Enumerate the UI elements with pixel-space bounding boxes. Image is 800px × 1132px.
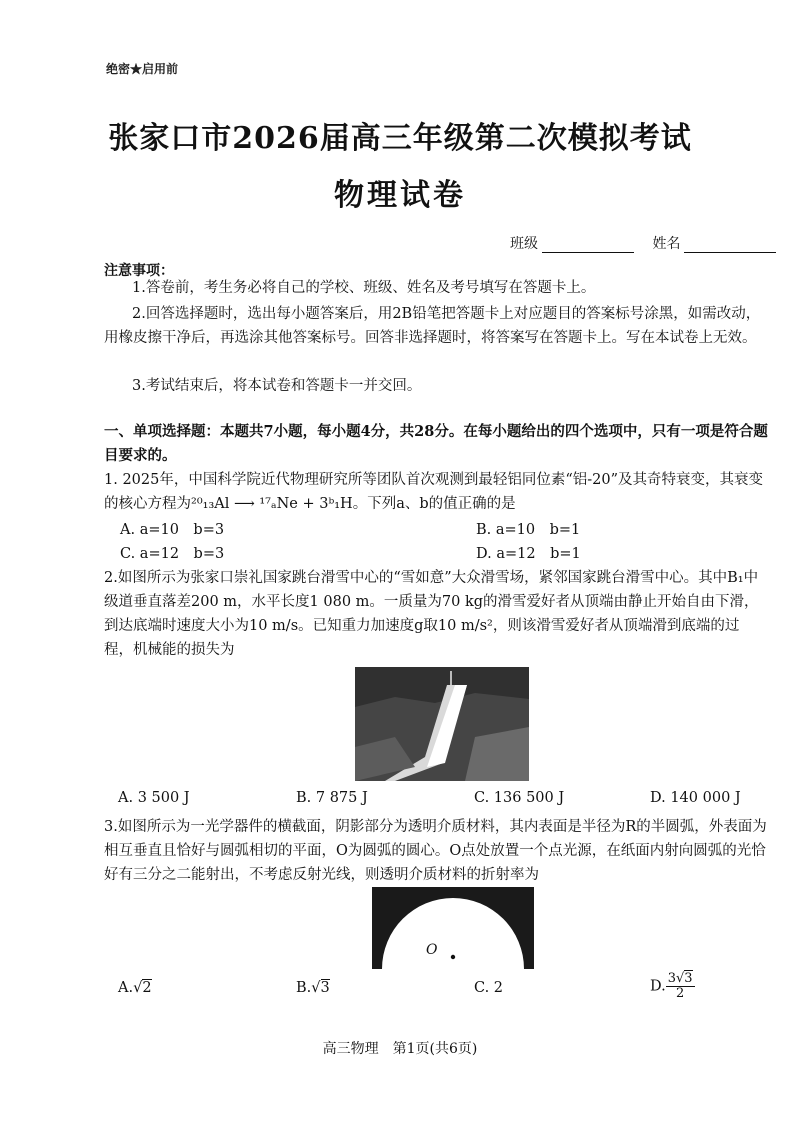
- q3-option-a[interactable]: A.√2: [118, 980, 152, 996]
- question-3: 3.如图所示为一光学器件的横截面，阴影部分为透明介质材料，其内表面是半径为R的半圆弧，外表面为相互垂直且恰好与圆弧相切的平面，O为圆弧的圆心。O点处放置一个点光源，在纸面内射向圆弧的光恰好有三分之二能射出，不考虑反射光线，则透明介质材料的折射率为: [104, 819, 767, 883]
- subject-title: 物理试卷: [334, 178, 466, 213]
- q2-option-d[interactable]: D. 140 000 J: [650, 790, 741, 806]
- q3-option-d-denominator: 2: [676, 986, 685, 1001]
- q3-option-b[interactable]: B.√3: [296, 980, 330, 996]
- q1-option-d[interactable]: D. a=12 b=1: [476, 546, 581, 562]
- page-footer: 高三物理 第1页(共6页): [322, 1041, 478, 1057]
- q2-option-a[interactable]: A. 3 500 J: [118, 790, 190, 806]
- notice-item-1: 1.答卷前，考生务必将自己的学校、班级、姓名及考号填写在答题卡上。: [132, 280, 596, 296]
- optical-device-diagram: [372, 887, 534, 969]
- q3-option-d-coef: 3: [667, 971, 676, 986]
- q2-option-c[interactable]: C. 136 500 J: [474, 790, 565, 806]
- q1-option-c[interactable]: C. a=12 b=3: [120, 546, 225, 562]
- name-label: 姓名: [652, 236, 681, 252]
- q1-stem-b: 。下列a、b的值正确的是: [352, 496, 516, 512]
- question-1: [104, 468, 768, 516]
- notice-item-3: 3.考试结束后，将本试卷和答题卡一并交回。: [132, 378, 422, 394]
- q3-option-d-radicand: 3: [684, 971, 693, 986]
- cross-section-figure: [372, 887, 534, 969]
- q3-option-a-prefix: A.: [118, 980, 134, 996]
- notice-heading: 注意事项：: [104, 263, 174, 279]
- q3-option-b-radicand: 3: [320, 980, 330, 996]
- class-label: 班级: [510, 236, 538, 252]
- ski-jump-photo: [355, 667, 529, 781]
- exam-title: 张家口市2026届高三年级第二次模拟考试: [108, 121, 692, 156]
- section-heading: 一、单项选择题：本题共7小题，每小题4分，共28分。在每小题给出的四个选项中，只有一项是符合题目要求的。: [104, 423, 768, 464]
- question-2: 2.如图所示为张家口崇礼国家跳台滑雪中心的“雪如意”大众滑雪场，紧邻国家跳台滑雪中心。其中B₁中级道垂直落差200 m，水平长度1 080 m。一质量为70 kg的滑雪爱好者从顶端由静止开始自由下滑，到达底端时速度大小为10 m/s。已知重力加速度g取10 m/s²，则该滑雪爱好者从顶端滑到底端的过程，机械能的损失为: [104, 570, 759, 658]
- q3-option-d-prefix: D.: [650, 978, 666, 995]
- q2-option-b[interactable]: B. 7 875 J: [296, 790, 368, 806]
- center-label: O: [426, 942, 438, 958]
- q3-option-c[interactable]: C. 2: [474, 980, 504, 996]
- q1-option-a[interactable]: A. a=10 b=3: [120, 522, 225, 538]
- name-blank[interactable]: [684, 238, 776, 253]
- q3-option-d-fraction: $\frac{3√3}{2}$: [667, 971, 693, 1001]
- q3-option-b-prefix: B.: [296, 980, 312, 996]
- q1-stem-a: 1. 2025年，中国科学院近代物理研究所等团队首次观测到最轻铝同位素“铝-20”及其奇特衰变，其衰变的核心方程为: [104, 472, 764, 512]
- confidential-mark: 绝密★启用前: [106, 62, 179, 76]
- class-blank[interactable]: [542, 238, 634, 253]
- student-info-fields: [510, 233, 790, 253]
- ski-jump-illustration: [355, 667, 529, 781]
- q3-option-a-radicand: 2: [142, 980, 152, 996]
- q3-option-d[interactable]: [650, 972, 695, 1001]
- q1-equation: ²⁰₁₃Al ⟶ ¹⁷ₐNe + 3ᵇ₁H: [191, 496, 353, 512]
- notice-item-2: 2.回答选择题时，选出每小题答案后，用2B铅笔把答题卡上对应题目的答案标号涂黑，如需改动，用橡皮擦干净后，再选涂其他答案标号。回答非选择题时，将答案写在答题卡上。写在本试卷上无效。: [104, 306, 761, 346]
- q1-option-b[interactable]: B. a=10 b=1: [476, 522, 581, 538]
